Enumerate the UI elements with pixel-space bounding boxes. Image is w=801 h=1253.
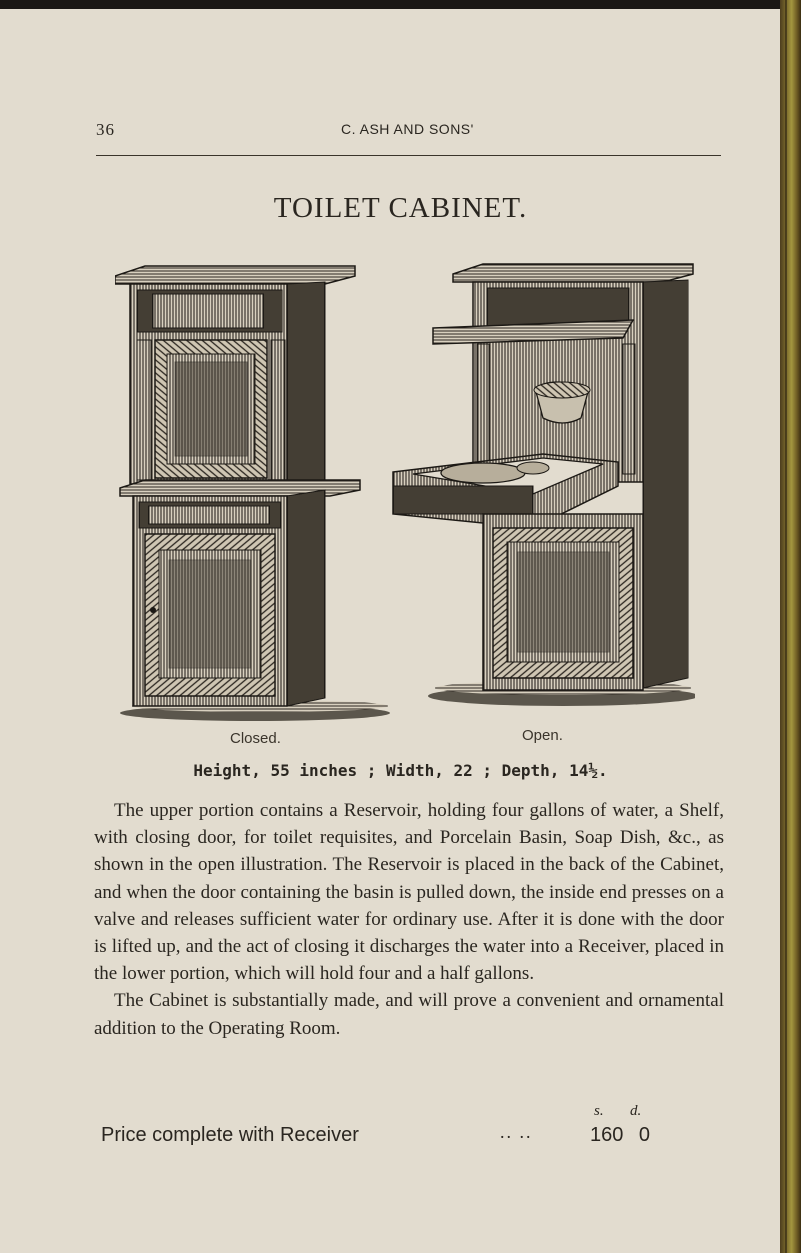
price-leader-dots: .. .. <box>500 1122 533 1142</box>
running-header: C. ASH AND SONS' <box>341 121 474 137</box>
caption-closed: Closed. <box>230 730 281 747</box>
cabinet-illustration <box>115 258 695 723</box>
price-value: 160 0 <box>590 1124 651 1146</box>
paragraph-reservoir: The upper portion contains a Reservoir, holding four gallons of water, a Shelf, with closing door, for toilet requisites, and Porcelain Basin, Soap Dish, &c., as shown in the open illustration. The Reservoir is placed in the back of the Cabinet, and when the door containing the basin is pulled down, the inside end presses on a valve and releases sufficient water for ordinary use. After it is done with the door is lifted up, and the act of closing it discharges the water into a Receiver, placed in the lower portion, which will hold four and a half gallons. <box>94 800 724 985</box>
currency-pence: d. <box>630 1103 642 1119</box>
description-text <box>94 797 724 1042</box>
open-cabinet <box>393 264 695 706</box>
price-label: Price complete with Receiver <box>101 1124 359 1146</box>
caption-open: Open. <box>522 727 563 744</box>
currency-shillings: s. <box>594 1103 604 1119</box>
page-title: TOILET CABINET. <box>273 192 528 224</box>
spine-shadow-line <box>785 0 787 1253</box>
cabinet-engraving <box>115 258 695 723</box>
header-rule <box>96 155 721 156</box>
closed-cabinet <box>115 266 390 721</box>
book-top-edge <box>0 0 801 9</box>
paragraph-cabinet: The Cabinet is substantially made, and will prove a convenient and ornamental addition to the Operating Room. <box>94 990 724 1039</box>
book-spine-edge <box>780 0 801 1253</box>
dimensions-line: Height, 55 inches ; Width, 22 ; Depth, 14½. <box>193 761 608 780</box>
page-number: 36 <box>96 120 115 139</box>
